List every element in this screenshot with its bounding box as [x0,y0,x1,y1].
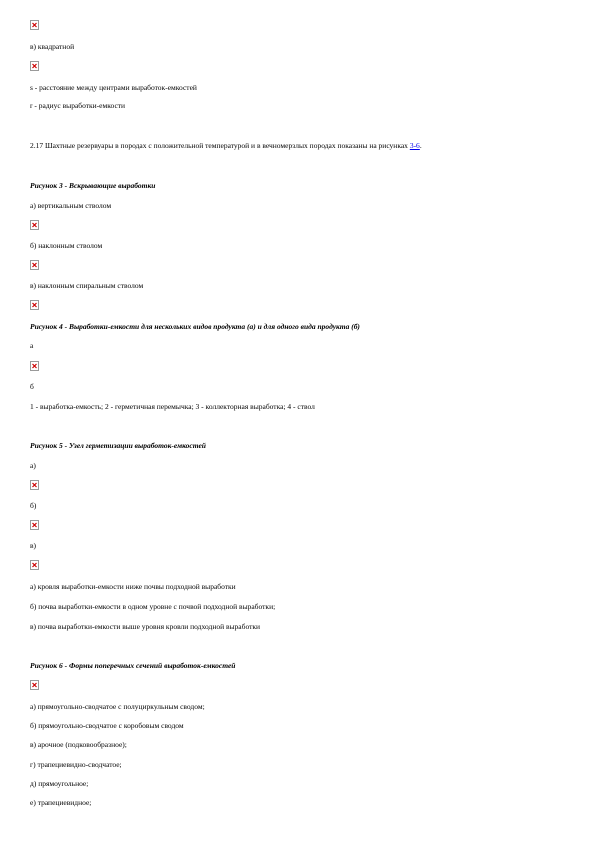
figure-6-item-d: д) прямоугольное; [30,779,89,788]
figure-5-label-a: а) [30,461,36,470]
figure-6-item-b: б) прямоугольно-сводчатое с коробовым сводом [30,721,184,730]
figure-4-legend: 1 - выработка-емкость; 2 - герметичная перемычка; 3 - коллекторная выработка; 4 - ствол [30,402,315,411]
figure-3-title: Рисунок 3 - Вскрывающие выработки [30,181,156,190]
broken-image-icon [30,61,39,71]
figure-5-caption-a: а) кровля выработки-емкости ниже почвы подходной выработки [30,582,236,591]
broken-image-icon [30,20,39,30]
figure-5-caption-b: б) почва выработки-емкости в одном уровне с почвой подходной выработки; [30,602,276,611]
figure-6-title: Рисунок 6 - Формы поперечных сечений выработок-емкостей [30,661,236,670]
paragraph-text: 2.17 Шахтные резервуары в породах с положительной температурой и в вечномерзлых породах показаны на рисунках [30,141,408,150]
paragraph-2-17 [30,141,422,150]
figure-5-label-b: б) [30,501,37,510]
figure-6-item-g: г) трапециевидно-сводчатое; [30,760,122,769]
figure-6-item-e: е) трапециевидное; [30,798,92,807]
figure-4-label-a: а [30,341,34,350]
paragraph-end: . [419,141,422,150]
figure-6-item-v: в) арочное (подковообразное); [30,740,127,749]
legend-s: s - расстояние между центрами выработок-емкостей [30,83,197,92]
broken-image-icon [30,520,39,530]
broken-image-icon [30,361,39,371]
caption-spiral-shaft: в) наклонным спиральным стволом [30,281,144,290]
figure-5-title: Рисунок 5 - Узел герметизации выработок-емкостей [30,441,206,450]
figure-5-label-v: в) [30,541,37,550]
figures-link[interactable]: 3-6 [409,141,420,150]
caption-square: в) квадратной [30,42,75,51]
figure-5-caption-v: в) почва выработки-емкости выше уровня кровли подходной выработки [30,622,261,631]
broken-image-icon [30,300,39,310]
figure-6-item-a: а) прямоугольно-сводчатое с полуциркульным сводом; [30,702,205,711]
broken-image-icon [30,260,39,270]
broken-image-icon [30,560,39,570]
broken-image-icon [30,220,39,230]
figure-4-title: Рисунок 4 - Выработки-емкости для нескольких видов продукта (а) и для одного вида продукта (б) [30,322,360,331]
figure-4-label-b: б [30,382,34,391]
caption-vertical-shaft: а) вертикальным стволом [30,201,112,210]
broken-image-icon [30,680,39,690]
broken-image-icon [30,480,39,490]
caption-inclined-shaft: б) наклонным стволом [30,241,103,250]
legend-r: r - радиус выработки-емкости [30,101,126,110]
